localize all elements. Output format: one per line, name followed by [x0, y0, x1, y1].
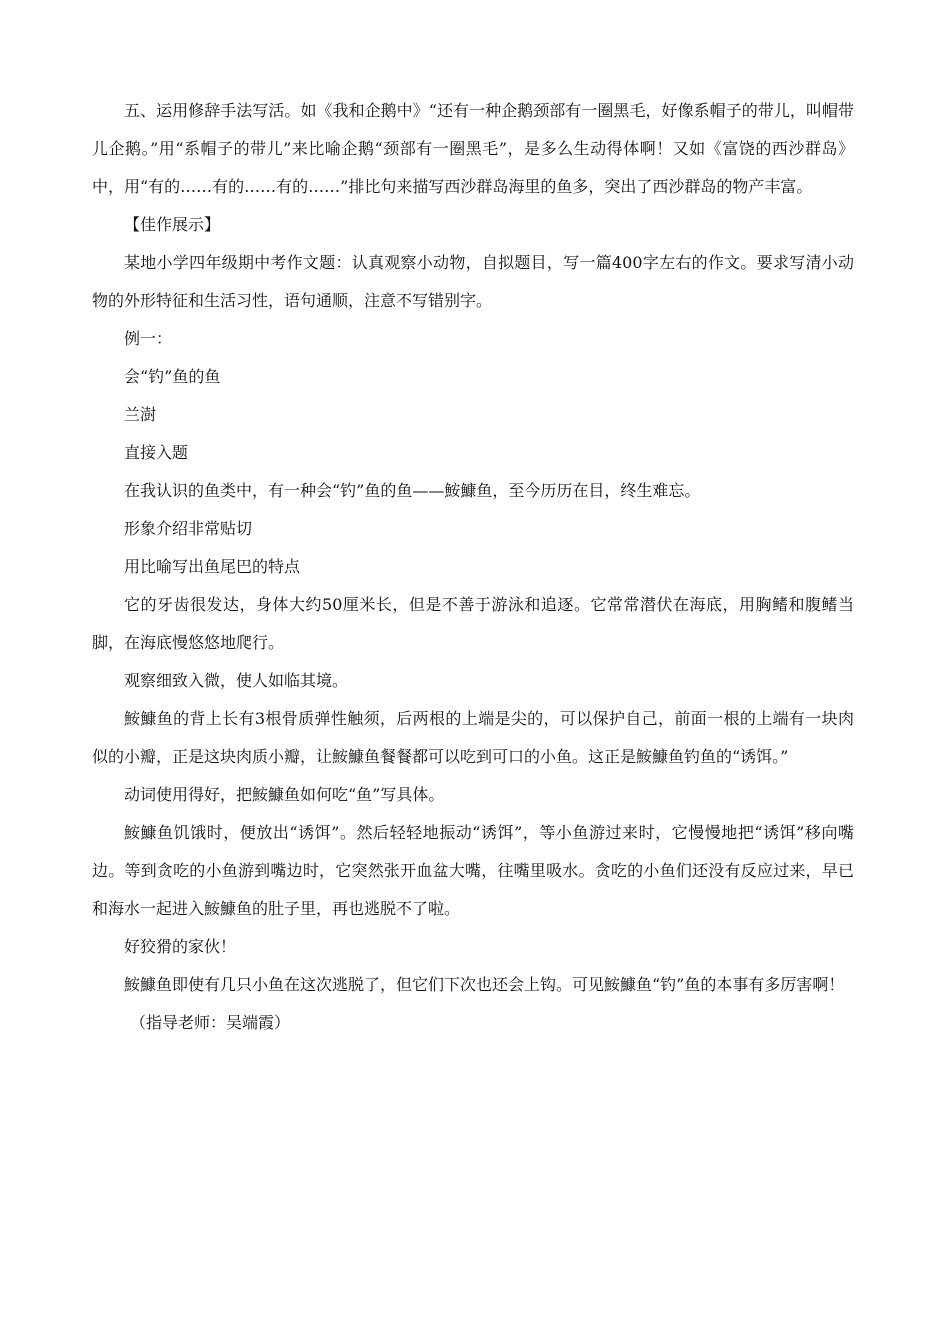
comment-verbs: 动词使用得好，把鮟鱇鱼如何吃“鱼”写具体。 — [124, 785, 445, 804]
document-body — [92, 92, 854, 1042]
comment-crafty: 好狡猾的家伙！ — [124, 937, 237, 956]
essay-author: 兰澍 — [124, 405, 157, 424]
example-label: 例一： — [124, 329, 173, 348]
paragraph-rhetoric-tip: 五、运用修辞手法写活。如《我和企鹅中》“还有一种企鹅颈部有一圈黑毛，好像系帽子的带儿，叫帽带儿企鹅。”用“系帽子的带儿”来比喻企鹅“颈部有一圈黑毛”，是多么生动得体啊！又如《富饶的西沙群岛》中，用“有的……有的……有的……”排比句来描写西沙群岛海里的鱼多，突出了西沙群岛的物产丰富。 — [92, 101, 854, 196]
comment-metaphor: 用比喻写出鱼尾巴的特点 — [124, 557, 301, 576]
essay-paragraph-3: 鮟鱇鱼的背上长有3根骨质弹性触须，后两根的上端是尖的，可以保护自己，前面一根的上端有一块肉似的小瓣，正是这块肉质小瓣，让鮟鱇鱼餐餐都可以吃到可口的小鱼。这正是鮟鱇鱼钓鱼的“诱饵。” — [92, 709, 854, 766]
section-heading-showcase: 【佳作展示】 — [124, 215, 221, 234]
essay-title: 会“钓”鱼的鱼 — [124, 367, 221, 386]
comment-observation: 观察细致入微，使人如临其境。 — [124, 671, 349, 690]
comment-direct-intro: 直接入题 — [124, 443, 189, 462]
instructor-note: （指导老师：吴端霞） — [130, 1013, 291, 1032]
essay-paragraph-5: 鮟鱇鱼即使有几只小鱼在这次逃脱了，但它们下次也还会上钩。可见鮟鱇鱼“钓”鱼的本事有多厉害啊！ — [124, 975, 845, 994]
paragraph-essay-prompt: 某地小学四年级期中考作文题：认真观察小动物，自拟题目，写一篇400字左右的作文。要求写清小动物的外形特征和生活习性，语句通顺，注意不写错别字。 — [92, 253, 854, 310]
essay-paragraph-2: 它的牙齿很发达，身体大约50厘米长，但是不善于游泳和追逐。它常常潜伏在海底，用胸鳍和腹鳍当脚，在海底慢悠悠地爬行。 — [92, 595, 854, 652]
comment-vivid-intro: 形象介绍非常贴切 — [124, 519, 253, 538]
essay-paragraph-1: 在我认识的鱼类中，有一种会“钓”鱼的鱼——鮟鱇鱼，至今历历在目，终生难忘。 — [124, 481, 701, 500]
essay-paragraph-4: 鮟鱇鱼饥饿时，便放出“诱饵”。然后轻轻地振动“诱饵”，等小鱼游过来时，它慢慢地把“诱饵”移向嘴边。等到贪吃的小鱼游到嘴边时，它突然张开血盆大嘴，往嘴里吸水。贪吃的小鱼们还没有反应过来，早已和海水一起进入鮟鱇鱼的肚子里，再也逃脱不了啦。 — [92, 823, 854, 918]
